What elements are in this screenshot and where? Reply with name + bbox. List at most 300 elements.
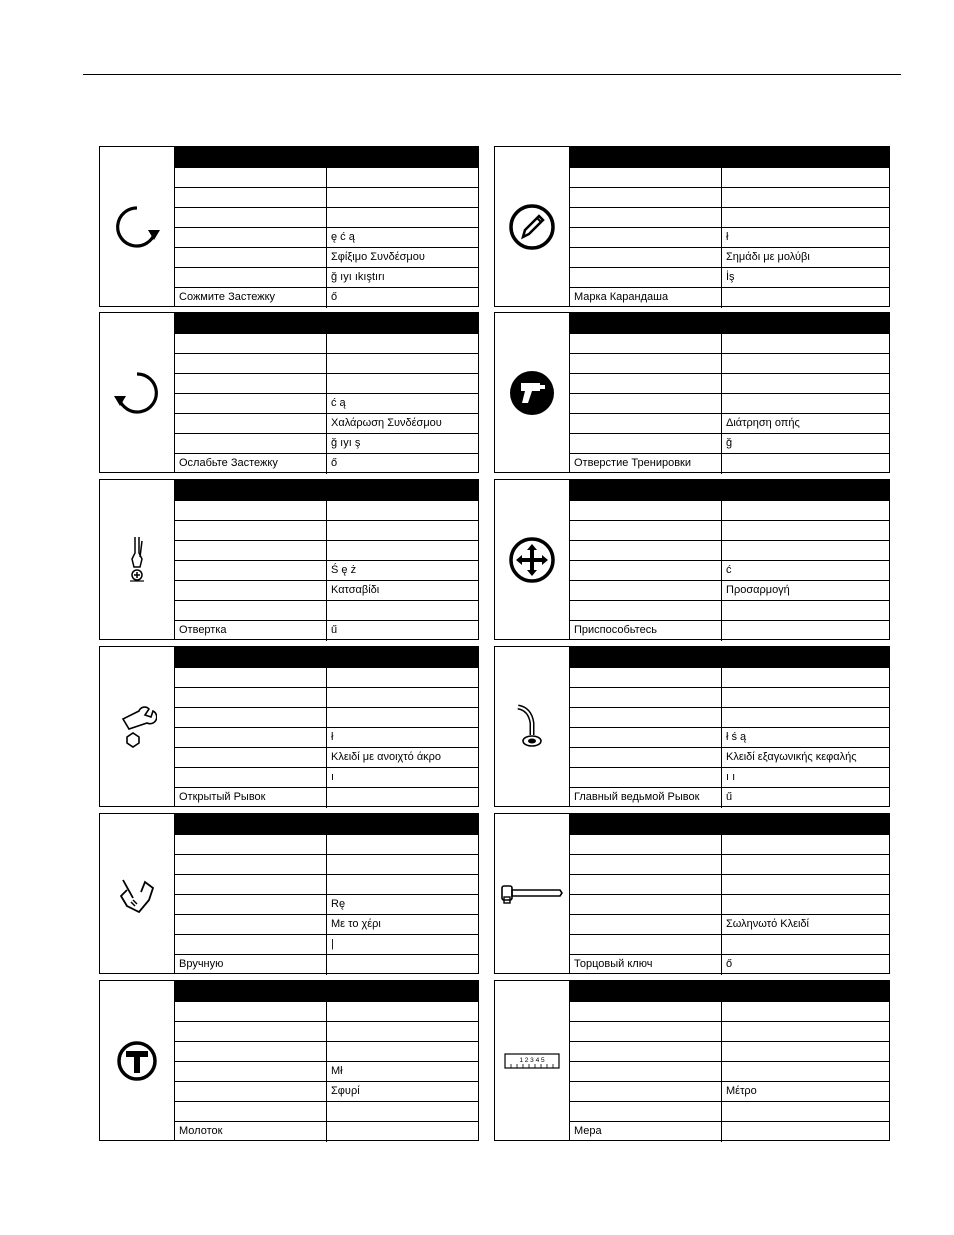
- header-rule: [83, 74, 901, 75]
- table-row: [570, 333, 889, 353]
- term-cell: [175, 541, 327, 560]
- table-row: [570, 1041, 889, 1061]
- term-cell: [570, 354, 722, 373]
- table-row: [175, 333, 478, 353]
- term-cell: [175, 1062, 327, 1081]
- table-row: [570, 1061, 889, 1081]
- term-cell: [570, 668, 722, 687]
- translation-cell: Κλειδί εξαγωνικής κεφαλής: [726, 751, 857, 763]
- tool-card-by-hand: [99, 813, 479, 974]
- term-cell: [175, 248, 327, 267]
- table-row: [175, 914, 478, 934]
- term-cell: [570, 688, 722, 707]
- table-row: [570, 560, 889, 580]
- translation-cell: ć ą: [331, 397, 346, 409]
- table-row: [175, 1121, 478, 1142]
- term-cell: [570, 228, 722, 247]
- table-row: [175, 854, 478, 874]
- translation-cell: ű: [726, 791, 733, 803]
- table-header-bar: [175, 981, 478, 1001]
- term-cell: [570, 1062, 722, 1081]
- translation-cell: Κατσαβίδι: [331, 584, 380, 596]
- translation-table: [175, 313, 478, 472]
- translation-cell: ł ś ą: [726, 731, 747, 743]
- term-cell: [570, 601, 722, 620]
- term-cell: [175, 208, 327, 227]
- table-row: [175, 687, 478, 707]
- translation-cell: ű: [331, 624, 338, 636]
- table-row: [175, 1021, 478, 1041]
- table-row: [175, 787, 478, 808]
- term-cell: [175, 581, 327, 600]
- translation-cell: [722, 1022, 889, 1041]
- translation-cell: [722, 935, 889, 954]
- table-row: [570, 433, 889, 453]
- clockwise-arrow-icon: [100, 147, 175, 306]
- term-cell: [570, 208, 722, 227]
- translation-cell: [327, 1022, 478, 1041]
- term-cell: [570, 935, 722, 954]
- table-row: [175, 187, 478, 207]
- table-row: [570, 227, 889, 247]
- translation-cell: [722, 354, 889, 373]
- translation-cell: |: [331, 938, 334, 950]
- open-end-wrench-icon: [100, 647, 175, 806]
- term-cell: [175, 708, 327, 727]
- translation-cell: [327, 855, 478, 874]
- term-cell: Отверстие Тренировки: [570, 454, 722, 474]
- table-row: [570, 600, 889, 620]
- term-cell: [175, 374, 327, 393]
- translation-cell: Rę: [331, 898, 346, 910]
- term-cell: [570, 1002, 722, 1021]
- table-header-bar: [570, 814, 889, 834]
- table-row: [175, 1061, 478, 1081]
- table-header-bar: [570, 480, 889, 500]
- table-row: [175, 707, 478, 727]
- table-row: [175, 267, 478, 287]
- translation-cell: ı ı: [726, 771, 736, 783]
- translation-cell: [722, 521, 889, 540]
- translation-cell: [722, 621, 889, 641]
- translation-cell: [327, 788, 478, 808]
- translation-cell: [722, 501, 889, 520]
- translation-cell: ł: [331, 731, 334, 743]
- table-row: [570, 1121, 889, 1142]
- translation-cell: [327, 208, 478, 227]
- translation-cell: [722, 394, 889, 413]
- translation-cell: [327, 835, 478, 854]
- tool-card-drill: [494, 312, 890, 473]
- translation-cell: Χαλάρωση Συνδέσμου: [331, 417, 442, 429]
- term-cell: Марка Карандаша: [570, 288, 722, 308]
- term-cell: [570, 895, 722, 914]
- translation-cell: [722, 334, 889, 353]
- term-cell: [570, 768, 722, 787]
- term-cell: Отвертка: [175, 621, 327, 641]
- translation-cell: [327, 501, 478, 520]
- term-cell: [175, 1022, 327, 1041]
- translation-cell: ő: [331, 291, 338, 303]
- translation-table: [175, 480, 478, 639]
- table-row: [175, 934, 478, 954]
- table-row: [175, 874, 478, 894]
- table-row: [175, 600, 478, 620]
- table-header-bar: [175, 313, 478, 333]
- tool-card-open-wrench: [99, 646, 479, 807]
- term-cell: Ослабьте Застежку: [175, 454, 327, 474]
- drill-icon: [495, 313, 570, 472]
- term-cell: [175, 668, 327, 687]
- term-cell: [175, 354, 327, 373]
- table-row: [570, 620, 889, 641]
- table-row: [175, 894, 478, 914]
- term-cell: [570, 374, 722, 393]
- table-row: [175, 667, 478, 687]
- term-cell: [570, 521, 722, 540]
- translation-cell: ğ ıyı ıkıştırı: [331, 271, 385, 283]
- translation-table: [175, 147, 478, 306]
- term-cell: [570, 334, 722, 353]
- table-row: [570, 854, 889, 874]
- term-cell: [570, 501, 722, 520]
- term-cell: [570, 561, 722, 580]
- term-cell: [175, 728, 327, 747]
- table-row: [570, 247, 889, 267]
- table-row: [175, 540, 478, 560]
- translation-cell: [722, 1102, 889, 1121]
- hammer-icon: [100, 981, 175, 1140]
- table-row: [175, 353, 478, 373]
- table-header-bar: [175, 647, 478, 667]
- tool-card-socket-wrench: [494, 813, 890, 974]
- term-cell: [175, 334, 327, 353]
- translation-table: [570, 814, 889, 973]
- term-cell: [570, 414, 722, 433]
- term-cell: [175, 748, 327, 767]
- term-cell: [175, 414, 327, 433]
- table-row: [175, 747, 478, 767]
- term-cell: Главный ведьмой Рывок: [570, 788, 722, 808]
- translation-table: [175, 981, 478, 1140]
- table-row: [570, 580, 889, 600]
- table-row: [570, 934, 889, 954]
- table-row: [175, 580, 478, 600]
- translation-cell: [327, 168, 478, 187]
- translation-cell: ő: [331, 457, 338, 469]
- pencil-icon: [495, 147, 570, 306]
- table-row: [570, 1021, 889, 1041]
- hand-icon: [100, 814, 175, 973]
- translation-cell: [722, 168, 889, 187]
- table-row: [570, 287, 889, 308]
- table-row: [570, 540, 889, 560]
- term-cell: Сожмите Застежку: [175, 288, 327, 308]
- socket-wrench-icon: [495, 814, 570, 973]
- term-cell: [570, 248, 722, 267]
- translation-cell: ğ: [726, 437, 733, 449]
- translation-cell: ğ ıyı ş: [331, 437, 361, 449]
- table-row: [175, 1101, 478, 1121]
- table-row: [570, 267, 889, 287]
- term-cell: [175, 394, 327, 413]
- table-row: [175, 1041, 478, 1061]
- translation-cell: ł: [726, 231, 729, 243]
- table-row: [570, 687, 889, 707]
- ruler-numbers: 1 2 3 4 5: [519, 1056, 545, 1064]
- translation-cell: ć: [726, 564, 732, 576]
- term-cell: [175, 228, 327, 247]
- translation-table: [570, 147, 889, 306]
- translation-cell: [722, 1042, 889, 1061]
- term-cell: [175, 561, 327, 580]
- translation-cell: [722, 668, 889, 687]
- translation-cell: [722, 855, 889, 874]
- table-header-bar: [175, 147, 478, 167]
- table-row: [570, 373, 889, 393]
- term-cell: [570, 581, 722, 600]
- translation-cell: [327, 1102, 478, 1121]
- table-row: [175, 247, 478, 267]
- translation-cell: [327, 374, 478, 393]
- table-row: [175, 834, 478, 854]
- translation-cell: Διάτρηση οπής: [726, 417, 800, 429]
- term-cell: [175, 855, 327, 874]
- table-row: [175, 954, 478, 975]
- table-row: [570, 520, 889, 540]
- term-cell: Открытый Рывок: [175, 788, 327, 808]
- term-cell: [570, 541, 722, 560]
- table-row: [570, 393, 889, 413]
- term-cell: [570, 1022, 722, 1041]
- tool-card-hammer: [99, 980, 479, 1141]
- translation-cell: [327, 521, 478, 540]
- translation-table: [570, 480, 889, 639]
- term-cell: [175, 501, 327, 520]
- translation-cell: [722, 835, 889, 854]
- term-cell: [175, 268, 327, 287]
- term-cell: [175, 688, 327, 707]
- term-cell: [175, 835, 327, 854]
- table-row: [570, 453, 889, 474]
- translation-cell: ő: [726, 958, 733, 970]
- tool-card-adjust: [494, 479, 890, 640]
- translation-cell: Σημάδι με μολύβι: [726, 251, 810, 263]
- translation-cell: [327, 354, 478, 373]
- table-row: [175, 207, 478, 227]
- table-row: [570, 914, 889, 934]
- table-row: [570, 834, 889, 854]
- ruler-icon: [495, 981, 570, 1140]
- table-row: [175, 500, 478, 520]
- table-row: [175, 373, 478, 393]
- table-row: [570, 167, 889, 187]
- table-row: [175, 620, 478, 641]
- translation-cell: [327, 1042, 478, 1061]
- translation-cell: [722, 454, 889, 474]
- hex-key-icon: [495, 647, 570, 806]
- table-header-bar: [175, 814, 478, 834]
- translation-cell: [722, 895, 889, 914]
- table-row: [175, 1001, 478, 1021]
- term-cell: [570, 748, 722, 767]
- term-cell: [570, 835, 722, 854]
- table-row: [570, 1101, 889, 1121]
- term-cell: [175, 915, 327, 934]
- term-cell: [175, 434, 327, 453]
- table-row: [570, 894, 889, 914]
- move-arrows-icon: [495, 480, 570, 639]
- term-cell: [175, 1102, 327, 1121]
- term-cell: [570, 394, 722, 413]
- term-cell: [175, 1002, 327, 1021]
- table-row: [570, 500, 889, 520]
- table-row: [175, 1081, 478, 1101]
- table-row: [175, 560, 478, 580]
- translation-cell: [327, 541, 478, 560]
- term-cell: [175, 895, 327, 914]
- term-cell: [175, 521, 327, 540]
- translation-cell: Με το χέρι: [331, 918, 381, 930]
- table-row: [570, 787, 889, 808]
- table-header-bar: [570, 313, 889, 333]
- translation-cell: [722, 1002, 889, 1021]
- translation-cell: [722, 708, 889, 727]
- translation-cell: Σφυρί: [331, 1085, 360, 1097]
- term-cell: [175, 935, 327, 954]
- translation-cell: [327, 688, 478, 707]
- term-cell: [570, 728, 722, 747]
- translation-cell: [722, 374, 889, 393]
- table-row: [570, 727, 889, 747]
- translation-cell: ı: [331, 771, 335, 783]
- translation-cell: Προσαρμογή: [726, 584, 790, 596]
- term-cell: [570, 875, 722, 894]
- translation-table: [570, 647, 889, 806]
- translation-cell: [722, 288, 889, 308]
- term-cell: [570, 168, 722, 187]
- table-header-bar: [570, 981, 889, 1001]
- table-header-bar: [570, 147, 889, 167]
- translation-cell: Ś ę ż: [331, 564, 357, 576]
- translation-cell: Σωληνωτό Κλειδί: [726, 918, 809, 930]
- term-cell: [570, 1042, 722, 1061]
- table-row: [570, 353, 889, 373]
- table-row: [175, 767, 478, 787]
- translation-table: [570, 981, 889, 1140]
- term-cell: [175, 1042, 327, 1061]
- term-cell: [175, 768, 327, 787]
- table-row: [175, 727, 478, 747]
- table-row: [175, 227, 478, 247]
- tool-card-pencil-mark: [494, 146, 890, 307]
- translation-cell: [327, 1002, 478, 1021]
- translation-table: [175, 814, 478, 973]
- term-cell: [175, 875, 327, 894]
- table-row: [175, 413, 478, 433]
- term-cell: [570, 1082, 722, 1101]
- term-cell: Приспособьтесь: [570, 621, 722, 641]
- translation-cell: Σφίξιμο Συνδέσμου: [331, 251, 425, 263]
- translation-cell: [722, 601, 889, 620]
- tool-card-hex-key: [494, 646, 890, 807]
- table-row: [570, 187, 889, 207]
- translation-cell: Μέτρο: [726, 1085, 757, 1097]
- tool-card-screwdriver: [99, 479, 479, 640]
- translation-cell: ę ć ą: [331, 231, 355, 243]
- translation-cell: [327, 668, 478, 687]
- table-header-bar: [570, 647, 889, 667]
- table-row: [570, 1081, 889, 1101]
- table-row: [175, 433, 478, 453]
- translation-table: [175, 647, 478, 806]
- term-cell: [570, 708, 722, 727]
- term-cell: [570, 188, 722, 207]
- tool-card-measure: [494, 980, 890, 1141]
- translation-cell: [722, 188, 889, 207]
- table-row: [570, 667, 889, 687]
- translation-cell: [327, 188, 478, 207]
- table-row: [175, 453, 478, 474]
- term-cell: Вручную: [175, 955, 327, 975]
- term-cell: [175, 601, 327, 620]
- table-row: [570, 767, 889, 787]
- translation-cell: [722, 208, 889, 227]
- table-row: [175, 393, 478, 413]
- term-cell: [570, 268, 722, 287]
- table-row: [175, 287, 478, 308]
- tool-card-tighten: [99, 146, 479, 307]
- table-row: [175, 167, 478, 187]
- translation-cell: [327, 1122, 478, 1142]
- table-row: [570, 874, 889, 894]
- translation-cell: İş: [726, 271, 735, 283]
- counterclockwise-arrow-icon: [100, 313, 175, 472]
- term-cell: [175, 188, 327, 207]
- translation-table: [570, 313, 889, 472]
- translation-cell: [722, 1122, 889, 1142]
- translation-cell: Mł: [331, 1065, 343, 1077]
- table-row: [570, 1001, 889, 1021]
- term-cell: Молоток: [175, 1122, 327, 1142]
- table-header-bar: [175, 480, 478, 500]
- table-row: [570, 954, 889, 975]
- term-cell: Торцовый ключ: [570, 955, 722, 975]
- translation-cell: [327, 708, 478, 727]
- term-cell: [570, 1102, 722, 1121]
- translation-cell: [327, 875, 478, 894]
- table-row: [175, 520, 478, 540]
- term-cell: [570, 434, 722, 453]
- table-row: [570, 413, 889, 433]
- table-row: [570, 707, 889, 727]
- translation-cell: [722, 875, 889, 894]
- table-row: [570, 207, 889, 227]
- translation-cell: [327, 334, 478, 353]
- term-cell: [570, 915, 722, 934]
- translation-cell: [722, 541, 889, 560]
- table-row: [570, 747, 889, 767]
- translation-cell: [722, 688, 889, 707]
- translation-cell: Κλειδί με ανοιχτό άκρο: [331, 751, 442, 763]
- term-cell: Мера: [570, 1122, 722, 1142]
- translation-cell: [327, 955, 478, 975]
- screwdriver-icon: [100, 480, 175, 639]
- term-cell: [175, 1082, 327, 1101]
- translation-cell: [722, 1062, 889, 1081]
- translation-cell: [327, 601, 478, 620]
- term-cell: [570, 855, 722, 874]
